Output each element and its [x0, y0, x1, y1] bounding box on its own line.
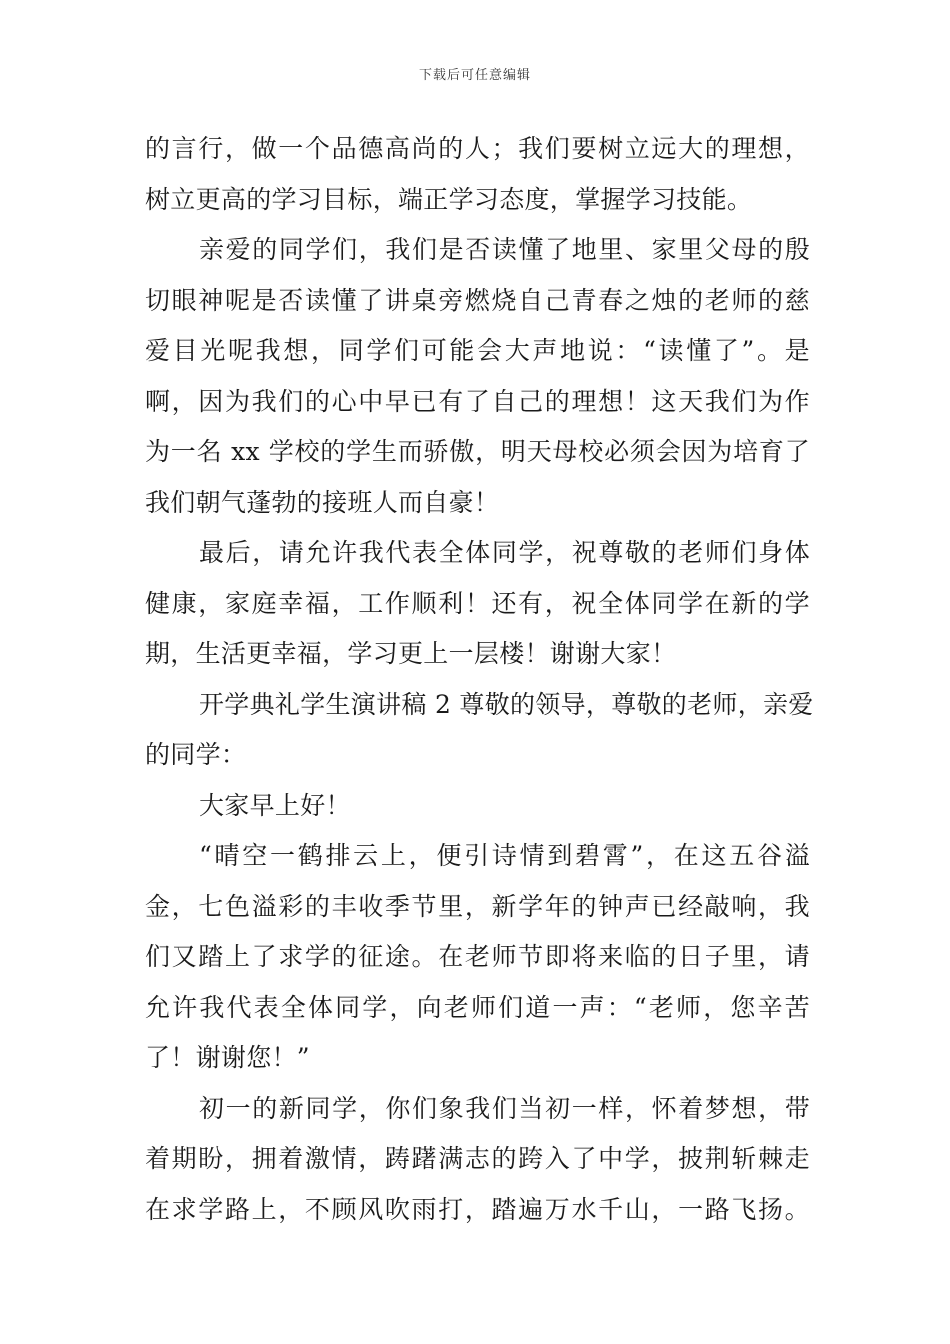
text-line: 的同学：: [145, 740, 247, 769]
text-line: 的言行，做一个品德高尚的人；我们要树立远大的理想，: [145, 134, 810, 163]
text-line: 在求学路上，不顾风吹雨打，踏遍万水千山，一路飞扬。: [145, 1194, 810, 1224]
text-line: 为一名 xx 学校的学生而骄傲，明天母校必须会因为培育了: [145, 437, 810, 466]
text-line: 了！谢谢您！”: [145, 1043, 310, 1072]
text-line: 亲爱的同学们，我们是否读懂了地里、家里父母的殷: [199, 235, 810, 264]
text-line: 最后，请允许我代表全体同学，祝尊敬的老师们身体: [199, 538, 810, 567]
page-header: 下载后可任意编辑: [418, 68, 531, 83]
text-line: 金，七色溢彩的丰收季节里，新学年的钟声已经敲响，我: [145, 891, 810, 921]
text-line: 健康，家庭幸福，工作顺利！还有，祝全体同学在新的学: [145, 588, 810, 618]
text-line: 允许我代表全体同学，向老师们道一声：“老师，您辛苦: [145, 992, 810, 1022]
text-line: 着期盼，拥着激情，踌躇满志的跨入了中学，披荆斩棘走: [145, 1144, 810, 1173]
text-line: 大家早上好！: [199, 790, 351, 820]
text-line: 我们朝气蓬勃的接班人而自豪！: [145, 487, 500, 517]
document-body: [145, 124, 814, 1235]
text-line: 树立更高的学习目标，端正学习态度，掌握学习技能。: [145, 184, 753, 214]
text-line: 开学典礼学生演讲稿 2 尊敬的领导，尊敬的老师，亲爱: [199, 689, 814, 719]
text-line: 切眼神呢是否读懂了讲桌旁燃烧自己青春之烛的老师的慈: [145, 285, 810, 315]
text-line: 啊，因为我们的心中早已有了自己的理想！这天我们为作: [145, 386, 810, 416]
text-line: 初一的新同学，你们象我们当初一样，怀着梦想，带: [199, 1093, 810, 1123]
text-line: 爱目光呢我想，同学们可能会大声地说：“读懂了”。是: [145, 336, 810, 365]
text-line: 们又踏上了求学的征途。在老师节即将来临的日子里，请: [145, 942, 810, 971]
text-line: 期，生活更幸福，学习更上一层楼！谢谢大家！: [145, 639, 677, 668]
text-line: “晴空一鹤排云上，便引诗情到碧霄”，在这五谷溢: [199, 841, 810, 870]
